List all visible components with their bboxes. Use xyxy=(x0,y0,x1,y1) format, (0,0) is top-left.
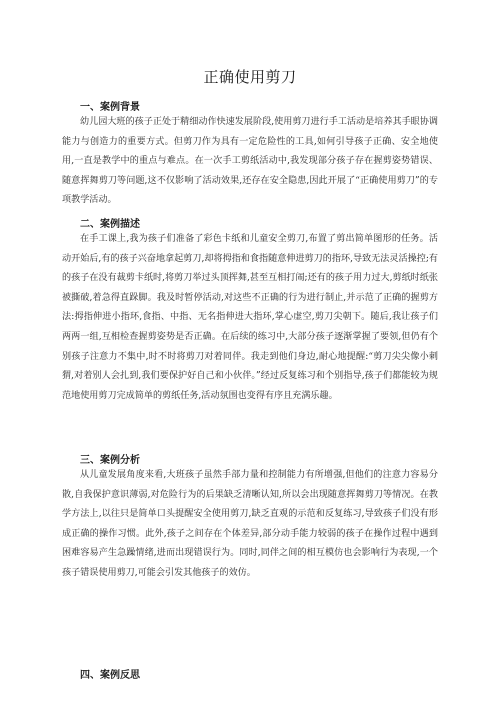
document-title: 正确使用剪刀 xyxy=(203,68,297,86)
section-heading-description: 二、案例描述 xyxy=(80,219,140,230)
section-heading-background: 一、案例背景 xyxy=(80,102,140,113)
section-heading-analysis: 三、案例分析 xyxy=(80,455,140,466)
section-body-background: 幼儿园大班的孩子正处于精细动作快速发展阶段,使用剪刀进行手工活动是培养其手眼协调能力与创造力的重要方式。但剪刀作为具有一定危险性的工具,如何引导孩子正确、安全地使用,一直是教学中的重点与难点。在一次手工剪纸活动中,我发现部分孩子存在握剪姿势错误、随意挥舞剪刀等问题,这不仅影响了活动效果,还存在安全隐患,因此开展了“正确使用剪刀”的专项教学活动。 xyxy=(62,117,438,206)
section-body-description: 在手工课上,我为孩子们准备了彩色卡纸和儿童安全剪刀,布置了剪出简单图形的任务。活动开始后,有的孩子兴奋地拿起剪刀,却将拇指和食指随意伸进剪刀的指环,导致无法灵活操控;有的孩子在没有裁剪卡纸时,将剪刀举过头顶挥舞,甚至互相打闹;还有的孩子用力过大,剪纸时纸张被撕破,着急得直跺脚。我及时暂停活动,对这些不正确的行为进行制止,并示范了正确的握剪方法:拇指伸进小指环,食指、中指、无名指伸进大指环,掌心虚空,剪刀尖朝下。随后,我让孩子们两两一组,互相检查握剪姿势是否正确。在后续的练习中,大部分孩子逐渐掌握了要领,但仍有个别孩子注意力不集中,时不时将剪刀对着同伴。我走到他们身边,耐心地提醒:“剪刀尖尖像小刺猬,对着别人会扎到,我们要保护好自己和小伙伴。”经过反复练习和个别指导,孩子们都能较为规范地使用剪刀完成简单的剪纸任务,活动氛围也变得有序且充满乐趣。 xyxy=(62,234,438,401)
section-heading-reflection: 四、案例反思 xyxy=(80,670,140,681)
section-body-analysis: 从儿童发展角度来看,大班孩子虽然手部力量和控制能力有所增强,但他们的注意力容易分散,自我保护意识薄弱,对危险行为的后果缺乏清晰认知,所以会出现随意挥舞剪刀等情况。在教学方法上,以往只是简单口头提醒安全使用剪刀,缺乏直观的示范和反复练习,导致孩子们没有形成正确的操作习惯。此外,孩子之间存在个体差异,部分动手能力较弱的孩子在操作过程中遇到困难容易产生急躁情绪,进而出现错误行为。同时,同伴之间的相互模仿也会影响行为表现,一个孩子错误使用剪刀,可能会引发其他孩子的效仿。 xyxy=(62,470,438,578)
